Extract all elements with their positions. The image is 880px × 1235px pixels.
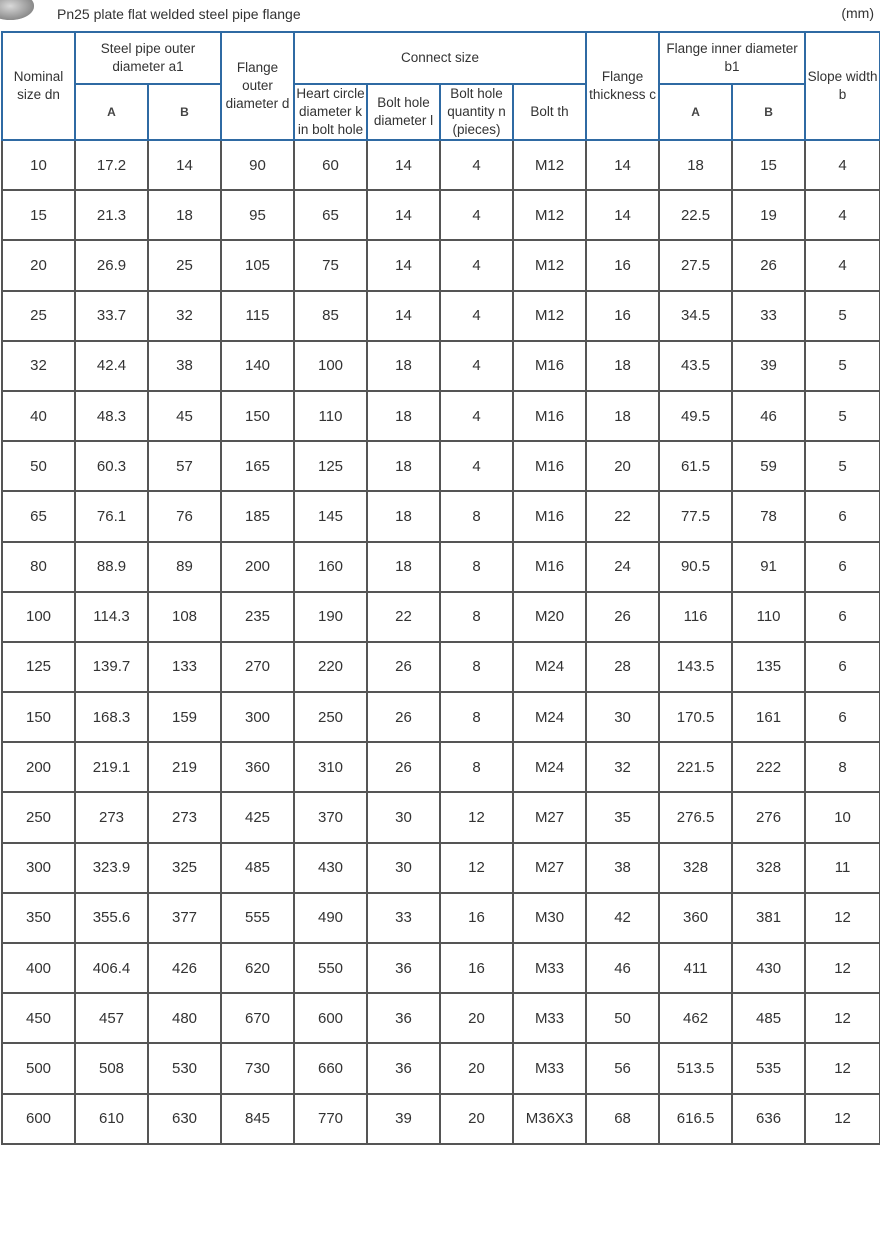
table-cell: 4 — [440, 240, 513, 290]
table-cell: 4 — [440, 291, 513, 341]
header-steel-sub-b: B — [148, 84, 221, 140]
table-cell: 105 — [221, 240, 294, 290]
table-cell: M16 — [513, 542, 586, 592]
table-row — [2, 190, 880, 240]
table-row — [2, 893, 880, 943]
table-cell: 14 — [367, 190, 440, 240]
table-cell: 30 — [367, 843, 440, 893]
table-cell: 100 — [2, 592, 75, 642]
table-cell: M12 — [513, 140, 586, 190]
table-cell: 8 — [440, 642, 513, 692]
table-cell: 350 — [2, 893, 75, 943]
table-cell: M33 — [513, 1043, 586, 1093]
table-cell: 500 — [2, 1043, 75, 1093]
table-cell: 16 — [586, 240, 659, 290]
table-cell: 30 — [586, 692, 659, 742]
table-cell: 600 — [294, 993, 367, 1043]
table-cell: 76 — [148, 491, 221, 541]
table-cell: 5 — [805, 441, 880, 491]
table-cell: 22 — [367, 592, 440, 642]
table-cell: 145 — [294, 491, 367, 541]
table-cell: 65 — [294, 190, 367, 240]
table-cell: 159 — [148, 692, 221, 742]
table-cell: 730 — [221, 1043, 294, 1093]
table-cell: 18 — [659, 140, 732, 190]
table-cell: 235 — [221, 592, 294, 642]
table-cell: M24 — [513, 692, 586, 742]
table-cell: M24 — [513, 642, 586, 692]
table-cell: 49.5 — [659, 391, 732, 441]
table-cell: 845 — [221, 1094, 294, 1144]
table-cell: 17.2 — [75, 140, 148, 190]
header-bolt: Bolt th — [513, 84, 586, 140]
table-cell: 150 — [221, 391, 294, 441]
table-cell: 300 — [221, 692, 294, 742]
table-row — [2, 441, 880, 491]
table-cell: 18 — [367, 542, 440, 592]
table-cell: 485 — [732, 993, 805, 1043]
table-cell: M27 — [513, 792, 586, 842]
table-cell: 36 — [367, 943, 440, 993]
table-cell: 18 — [586, 391, 659, 441]
table-cell: 550 — [294, 943, 367, 993]
table-cell: 530 — [148, 1043, 221, 1093]
header-steel-pipe-outer-diameter: Steel pipe outer diameter a1 — [75, 32, 221, 84]
table-cell: 5 — [805, 391, 880, 441]
table-cell: 38 — [586, 843, 659, 893]
header-inner-sub-a: A — [659, 84, 732, 140]
table-cell: 139.7 — [75, 642, 148, 692]
table-cell: 450 — [2, 993, 75, 1043]
table-cell: 160 — [294, 542, 367, 592]
table-cell: 200 — [221, 542, 294, 592]
table-row — [2, 240, 880, 290]
table-cell: 115 — [221, 291, 294, 341]
table-cell: 59 — [732, 441, 805, 491]
header-bolt-hole-quantity: Bolt hole quantity n (pieces) — [440, 84, 513, 140]
table-cell: 42.4 — [75, 341, 148, 391]
header-slope-width: Slope width b — [805, 32, 880, 140]
table-cell: M30 — [513, 893, 586, 943]
table-cell: 26.9 — [75, 240, 148, 290]
table-cell: 143.5 — [659, 642, 732, 692]
table-cell: 430 — [294, 843, 367, 893]
table-cell: 39 — [367, 1094, 440, 1144]
table-cell: 91 — [732, 542, 805, 592]
table-cell: 6 — [805, 542, 880, 592]
table-cell: 60.3 — [75, 441, 148, 491]
table-row — [2, 341, 880, 391]
table-cell: 630 — [148, 1094, 221, 1144]
table-cell: 33.7 — [75, 291, 148, 341]
table-cell: 490 — [294, 893, 367, 943]
table-cell: 50 — [2, 441, 75, 491]
table-cell: 46 — [586, 943, 659, 993]
table-cell: 6 — [805, 692, 880, 742]
table-cell: M24 — [513, 742, 586, 792]
table-cell: 75 — [294, 240, 367, 290]
table-cell: 4 — [440, 341, 513, 391]
table-cell: M20 — [513, 592, 586, 642]
table-row — [2, 792, 880, 842]
table-cell: 89 — [148, 542, 221, 592]
table-cell: 33 — [367, 893, 440, 943]
table-cell: 57 — [148, 441, 221, 491]
table-cell: 34.5 — [659, 291, 732, 341]
table-cell: 26 — [367, 692, 440, 742]
table-cell: 6 — [805, 491, 880, 541]
table-cell: 114.3 — [75, 592, 148, 642]
table-cell: 8 — [440, 592, 513, 642]
table-row — [2, 491, 880, 541]
table-cell: 26 — [367, 642, 440, 692]
table-cell: 273 — [148, 792, 221, 842]
table-cell: 78 — [732, 491, 805, 541]
table-row — [2, 843, 880, 893]
table-cell: 133 — [148, 642, 221, 692]
table-row — [2, 592, 880, 642]
table-cell: 20 — [440, 1094, 513, 1144]
table-cell: 4 — [805, 140, 880, 190]
table-cell: 170.5 — [659, 692, 732, 742]
table-cell: 8 — [440, 491, 513, 541]
table-cell: 4 — [440, 140, 513, 190]
table-cell: 770 — [294, 1094, 367, 1144]
table-cell: 30 — [367, 792, 440, 842]
table-cell: M16 — [513, 391, 586, 441]
table-cell: 513.5 — [659, 1043, 732, 1093]
table-cell: M12 — [513, 240, 586, 290]
table-cell: 185 — [221, 491, 294, 541]
table-cell: 610 — [75, 1094, 148, 1144]
table-cell: M33 — [513, 993, 586, 1043]
table-cell: 135 — [732, 642, 805, 692]
table-cell: 28 — [586, 642, 659, 692]
table-cell: 222 — [732, 742, 805, 792]
table-cell: 12 — [805, 893, 880, 943]
header-steel-sub-a: A — [75, 84, 148, 140]
table-cell: 616.5 — [659, 1094, 732, 1144]
header-bolt-hole-diameter: Bolt hole diameter l — [367, 84, 440, 140]
table-cell: 39 — [732, 341, 805, 391]
table-cell: 360 — [659, 893, 732, 943]
table-cell: M36X3 — [513, 1094, 586, 1144]
table-cell: 480 — [148, 993, 221, 1043]
table-cell: 600 — [2, 1094, 75, 1144]
table-cell: 14 — [367, 291, 440, 341]
table-cell: 36 — [367, 1043, 440, 1093]
table-row — [2, 642, 880, 692]
table-row — [2, 943, 880, 993]
table-cell: M16 — [513, 441, 586, 491]
table-cell: 411 — [659, 943, 732, 993]
table-cell: 535 — [732, 1043, 805, 1093]
table-cell: 45 — [148, 391, 221, 441]
table-row — [2, 140, 880, 190]
table-cell: 125 — [294, 441, 367, 491]
table-cell: 108 — [148, 592, 221, 642]
page-title: Pn25 plate flat welded steel pipe flange — [57, 6, 301, 22]
table-cell: 11 — [805, 843, 880, 893]
table-cell: 16 — [586, 291, 659, 341]
flange-spec-table — [1, 31, 880, 1145]
table-cell: 4 — [440, 190, 513, 240]
table-cell: 8 — [440, 742, 513, 792]
table-cell: 426 — [148, 943, 221, 993]
table-cell: 400 — [2, 943, 75, 993]
header-connect-size: Connect size — [294, 32, 586, 84]
table-cell: 48.3 — [75, 391, 148, 441]
table-cell: 56 — [586, 1043, 659, 1093]
header-flange-inner-diameter: Flange inner diameter b1 — [659, 32, 805, 84]
table-cell: 14 — [367, 240, 440, 290]
table-cell: 20 — [440, 1043, 513, 1093]
table-cell: 328 — [659, 843, 732, 893]
table-cell: 18 — [586, 341, 659, 391]
table-cell: 16 — [440, 943, 513, 993]
table-cell: 620 — [221, 943, 294, 993]
table-cell: 220 — [294, 642, 367, 692]
table-cell: 8 — [440, 692, 513, 742]
table-cell: 221.5 — [659, 742, 732, 792]
table-cell: 35 — [586, 792, 659, 842]
table-cell: M16 — [513, 341, 586, 391]
table-cell: 110 — [294, 391, 367, 441]
table-cell: 76.1 — [75, 491, 148, 541]
table-cell: 6 — [805, 592, 880, 642]
table-cell: 110 — [732, 592, 805, 642]
unit-label: (mm) — [841, 5, 874, 21]
table-cell: 19 — [732, 190, 805, 240]
table-cell: 5 — [805, 341, 880, 391]
table-cell: 38 — [148, 341, 221, 391]
table-row — [2, 692, 880, 742]
table-row — [2, 391, 880, 441]
table-cell: 219.1 — [75, 742, 148, 792]
table-cell: 20 — [440, 993, 513, 1043]
table-header — [2, 32, 880, 140]
header-heart-circle-diameter: Heart circle diameter k in bolt hole — [294, 84, 367, 140]
header-nominal-size: Nominal size dn — [2, 32, 75, 140]
logo-mark — [0, 0, 34, 20]
table-cell: 276 — [732, 792, 805, 842]
table-cell: 15 — [2, 190, 75, 240]
table-cell: 14 — [586, 190, 659, 240]
table-cell: 77.5 — [659, 491, 732, 541]
table-cell: 300 — [2, 843, 75, 893]
table-cell: 310 — [294, 742, 367, 792]
table-cell: 355.6 — [75, 893, 148, 943]
table-cell: 6 — [805, 642, 880, 692]
table-cell: 4 — [805, 240, 880, 290]
table-cell: 150 — [2, 692, 75, 742]
table-cell: 5 — [805, 291, 880, 341]
table-cell: 555 — [221, 893, 294, 943]
table-cell: 12 — [805, 1094, 880, 1144]
table-cell: 21.3 — [75, 190, 148, 240]
table-cell: 14 — [367, 140, 440, 190]
table-cell: 22.5 — [659, 190, 732, 240]
table-cell: 24 — [586, 542, 659, 592]
table-cell: 26 — [586, 592, 659, 642]
table-cell: 27.5 — [659, 240, 732, 290]
table-cell: 68 — [586, 1094, 659, 1144]
table-cell: 18 — [367, 341, 440, 391]
table-cell: 168.3 — [75, 692, 148, 742]
table-cell: 8 — [805, 742, 880, 792]
table-cell: 485 — [221, 843, 294, 893]
table-cell: 276.5 — [659, 792, 732, 842]
table-cell: 508 — [75, 1043, 148, 1093]
table-cell: 8 — [440, 542, 513, 592]
table-cell: 25 — [2, 291, 75, 341]
table-cell: 18 — [367, 391, 440, 441]
table-cell: 190 — [294, 592, 367, 642]
table-cell: 25 — [148, 240, 221, 290]
table-cell: 18 — [148, 190, 221, 240]
table-cell: 660 — [294, 1043, 367, 1093]
table-cell: 325 — [148, 843, 221, 893]
table-cell: 370 — [294, 792, 367, 842]
table-cell: 40 — [2, 391, 75, 441]
table-cell: 50 — [586, 993, 659, 1043]
table-cell: 161 — [732, 692, 805, 742]
header-flange-thickness: Flange thickness c — [586, 32, 659, 140]
table-cell: 16 — [440, 893, 513, 943]
table-row — [2, 542, 880, 592]
table-cell: 100 — [294, 341, 367, 391]
table-cell: M12 — [513, 291, 586, 341]
table-cell: 406.4 — [75, 943, 148, 993]
table-cell: 12 — [440, 843, 513, 893]
table-cell: 250 — [294, 692, 367, 742]
table-body — [2, 140, 880, 1144]
table-cell: 22 — [586, 491, 659, 541]
table-cell: M16 — [513, 491, 586, 541]
table-cell: 61.5 — [659, 441, 732, 491]
table-cell: 360 — [221, 742, 294, 792]
table-cell: 116 — [659, 592, 732, 642]
table-row — [2, 1043, 880, 1093]
table-cell: 43.5 — [659, 341, 732, 391]
table-cell: 12 — [440, 792, 513, 842]
header-inner-sub-b: B — [732, 84, 805, 140]
table-cell: 4 — [440, 391, 513, 441]
table-cell: M27 — [513, 843, 586, 893]
table-cell: 273 — [75, 792, 148, 842]
table-cell: 90 — [221, 140, 294, 190]
table-cell: 377 — [148, 893, 221, 943]
table-cell: 636 — [732, 1094, 805, 1144]
table-cell: 219 — [148, 742, 221, 792]
table-row — [2, 742, 880, 792]
table-cell: 10 — [805, 792, 880, 842]
table-cell: M12 — [513, 190, 586, 240]
table-cell: 457 — [75, 993, 148, 1043]
table-cell: 90.5 — [659, 542, 732, 592]
table-cell: 20 — [2, 240, 75, 290]
header-flange-outer-diameter: Flange outer diameter d — [221, 32, 294, 140]
table-cell: 26 — [367, 742, 440, 792]
table-cell: 18 — [367, 441, 440, 491]
table-cell: M33 — [513, 943, 586, 993]
table-cell: 95 — [221, 190, 294, 240]
table-cell: 165 — [221, 441, 294, 491]
table-cell: 33 — [732, 291, 805, 341]
table-cell: 125 — [2, 642, 75, 692]
table-row — [2, 993, 880, 1043]
table-cell: 80 — [2, 542, 75, 592]
table-cell: 381 — [732, 893, 805, 943]
table-cell: 12 — [805, 993, 880, 1043]
table-cell: 10 — [2, 140, 75, 190]
table-cell: 36 — [367, 993, 440, 1043]
table-cell: 328 — [732, 843, 805, 893]
table-cell: 26 — [732, 240, 805, 290]
table-cell: 12 — [805, 943, 880, 993]
table-cell: 140 — [221, 341, 294, 391]
table-cell: 46 — [732, 391, 805, 441]
table-cell: 425 — [221, 792, 294, 842]
table-cell: 65 — [2, 491, 75, 541]
table-cell: 88.9 — [75, 542, 148, 592]
table-row — [2, 1094, 880, 1144]
table-cell: 670 — [221, 993, 294, 1043]
table-cell: 15 — [732, 140, 805, 190]
table-cell: 14 — [586, 140, 659, 190]
table-cell: 42 — [586, 893, 659, 943]
table-row — [2, 291, 880, 341]
table-cell: 200 — [2, 742, 75, 792]
table-cell: 32 — [2, 341, 75, 391]
table-cell: 323.9 — [75, 843, 148, 893]
table-cell: 32 — [586, 742, 659, 792]
table-cell: 462 — [659, 993, 732, 1043]
table-cell: 430 — [732, 943, 805, 993]
table-cell: 250 — [2, 792, 75, 842]
table-cell: 18 — [367, 491, 440, 541]
table-cell: 60 — [294, 140, 367, 190]
table-cell: 270 — [221, 642, 294, 692]
table-cell: 4 — [440, 441, 513, 491]
table-cell: 14 — [148, 140, 221, 190]
table-cell: 4 — [805, 190, 880, 240]
table-cell: 32 — [148, 291, 221, 341]
table-cell: 20 — [586, 441, 659, 491]
title-bar — [0, 0, 880, 30]
table-cell: 12 — [805, 1043, 880, 1093]
table-cell: 85 — [294, 291, 367, 341]
